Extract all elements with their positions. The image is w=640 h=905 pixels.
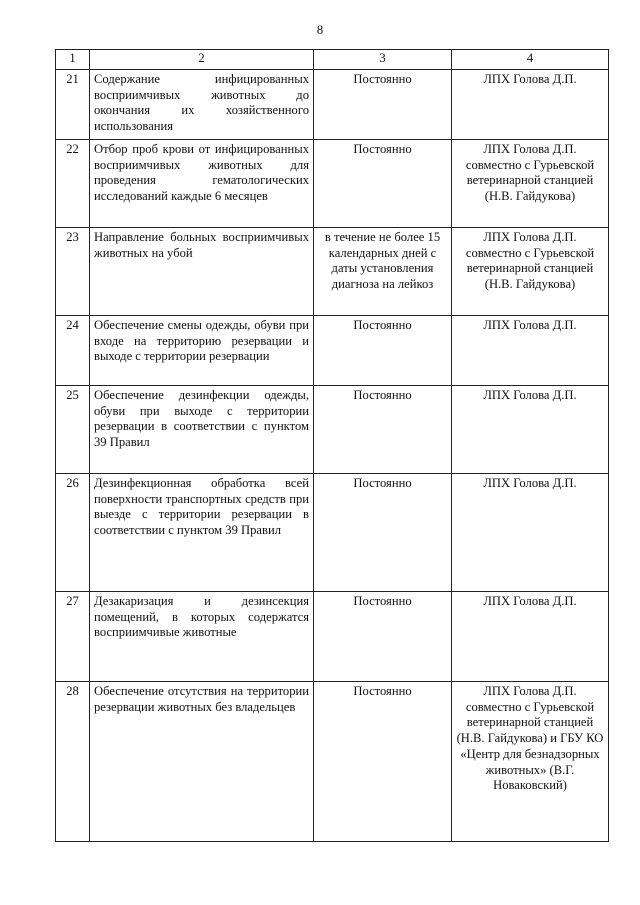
row-responsible: ЛПХ Голова Д.П.: [452, 316, 609, 386]
row-number: 22: [56, 140, 90, 228]
row-term: Постоянно: [314, 682, 452, 842]
table-header-row: [56, 50, 609, 70]
row-action: Направление больных восприимчивых животных на убой: [90, 228, 314, 316]
row-responsible: ЛПХ Голова Д.П. совместно с Гурьевской ветеринарной станцией (Н.В. Гайдукова) и ГБУ КО «Центр для безнадзорных животных» (В.Г. Новаковский): [452, 682, 609, 842]
row-responsible: ЛПХ Голова Д.П.: [452, 70, 609, 140]
measures-table: [55, 49, 609, 842]
row-number: 26: [56, 474, 90, 592]
table-row: [56, 682, 609, 842]
row-term: Постоянно: [314, 316, 452, 386]
column-header: 2: [90, 50, 314, 70]
row-action: Обеспечение отсутствия на территории резервации животных без владельцев: [90, 682, 314, 842]
row-action: Отбор проб крови от инфицированных восприимчивых животных для проведения гематологических исследований каждые 6 месяцев: [90, 140, 314, 228]
row-action: Обеспечение дезинфекции одежды, обуви при выходе с территории резервации в соответствии с пунктом 39 Правил: [90, 386, 314, 474]
row-responsible: ЛПХ Голова Д.П.: [452, 386, 609, 474]
column-header: 4: [452, 50, 609, 70]
table-row: [56, 592, 609, 682]
row-responsible: ЛПХ Голова Д.П.: [452, 592, 609, 682]
row-responsible: ЛПХ Голова Д.П. совместно с Гурьевской ветеринарной станцией (Н.В. Гайдукова): [452, 228, 609, 316]
row-number: 27: [56, 592, 90, 682]
row-action: Содержание инфицированных восприимчивых животных до окончания их хозяйственного использования: [90, 70, 314, 140]
row-number: 25: [56, 386, 90, 474]
table-row: [56, 316, 609, 386]
page-number: 8: [316, 22, 324, 37]
table-row: [56, 386, 609, 474]
row-responsible: ЛПХ Голова Д.П.: [452, 474, 609, 592]
column-header: 3: [314, 50, 452, 70]
table-row: [56, 474, 609, 592]
table-row: [56, 228, 609, 316]
row-responsible: ЛПХ Голова Д.П. совместно с Гурьевской ветеринарной станцией (Н.В. Гайдукова): [452, 140, 609, 228]
row-action: Обеспечение смены одежды, обуви при входе на территорию резервации и выходе с территории резервации: [90, 316, 314, 386]
row-term: Постоянно: [314, 386, 452, 474]
row-number: 21: [56, 70, 90, 140]
row-term: в течение не более 15 календарных дней с даты установления диагноза на лейкоз: [314, 228, 452, 316]
row-term: Постоянно: [314, 140, 452, 228]
table-row: [56, 140, 609, 228]
table-row: [56, 70, 609, 140]
row-number: 24: [56, 316, 90, 386]
row-term: Постоянно: [314, 592, 452, 682]
row-number: 23: [56, 228, 90, 316]
row-term: Постоянно: [314, 474, 452, 592]
row-action: Дезакаризация и дезинсекция помещений, в которых содержатся восприимчивые животные: [90, 592, 314, 682]
row-number: 28: [56, 682, 90, 842]
row-action: Дезинфекционная обработка всей поверхности транспортных средств при выезде с территории резервации в соответствии с пунктом 39 Правил: [90, 474, 314, 592]
row-term: Постоянно: [314, 70, 452, 140]
column-header: 1: [56, 50, 90, 70]
